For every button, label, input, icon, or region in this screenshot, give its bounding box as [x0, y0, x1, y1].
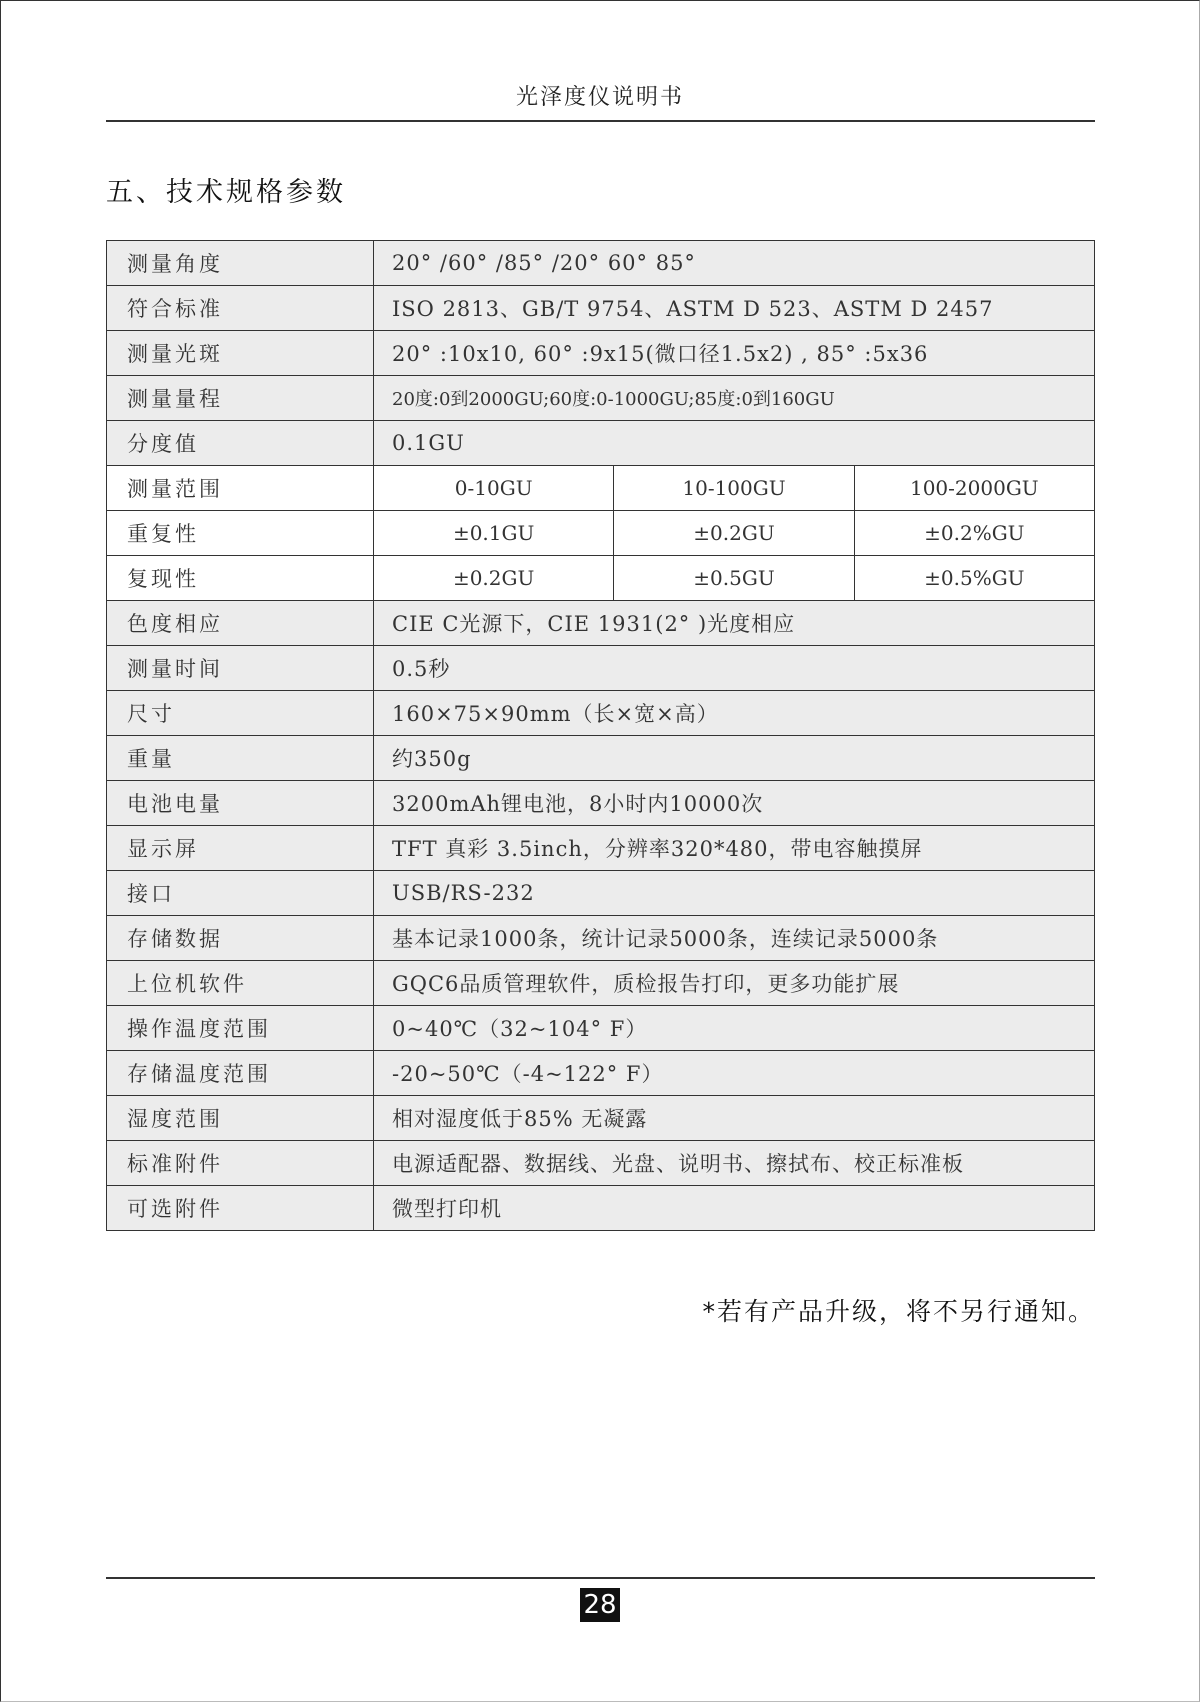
- section-title: 五、技术规格参数: [106, 177, 346, 208]
- table-row: [107, 1006, 1095, 1051]
- row-label: 存储温度范围: [107, 1051, 374, 1096]
- row-label: 色度相应: [107, 601, 374, 646]
- row-value: USB/RS-232: [374, 871, 1095, 916]
- reproducibility-cell: ±0.5%GU: [854, 556, 1094, 601]
- header-rule: [106, 120, 1095, 122]
- accuracy-row-reproducibility: [107, 556, 1095, 601]
- row-value: 20度:0到2000GU;60度:0-1000GU;85度:0到160GU: [374, 376, 1095, 421]
- table-row: [107, 871, 1095, 916]
- row-value: CIE C光源下，CIE 1931(2° )光度相应: [374, 601, 1095, 646]
- row-value: -20~50℃（-4~122° F）: [374, 1051, 1095, 1096]
- range-cell: 100-2000GU: [854, 466, 1094, 511]
- row-label: 尺寸: [107, 691, 374, 736]
- row-value: 0~40℃（32~104° F）: [374, 1006, 1095, 1051]
- row-label: 电池电量: [107, 781, 374, 826]
- row-value: 3200mAh锂电池，8小时内10000次: [374, 781, 1095, 826]
- table-row: [107, 736, 1095, 781]
- row-label: 分度值: [107, 421, 374, 466]
- range-cell: 10-100GU: [614, 466, 854, 511]
- row-label: 测量量程: [107, 376, 374, 421]
- row-value: 相对湿度低于85% 无凝露: [374, 1096, 1095, 1141]
- table-row: [107, 331, 1095, 376]
- table-row: [107, 781, 1095, 826]
- row-label: 存储数据: [107, 916, 374, 961]
- row-label: 测量角度: [107, 241, 374, 286]
- row-label: 接口: [107, 871, 374, 916]
- table-row: [107, 376, 1095, 421]
- row-value: TFT 真彩 3.5inch，分辨率320*480，带电容触摸屏: [374, 826, 1095, 871]
- accuracy-row-repeatability: [107, 511, 1095, 556]
- row-value: 0.5秒: [374, 646, 1095, 691]
- reproducibility-cell: ±0.2GU: [374, 556, 614, 601]
- row-value: GQC6品质管理软件，质检报告打印，更多功能扩展: [374, 961, 1095, 1006]
- table-row: [107, 601, 1095, 646]
- table-row: [107, 826, 1095, 871]
- row-value: 160×75×90mm（长×宽×高）: [374, 691, 1095, 736]
- row-value: ISO 2813、GB/T 9754、ASTM D 523、ASTM D 2457: [374, 286, 1095, 331]
- row-value: 0.1GU: [374, 421, 1095, 466]
- upgrade-notice: *若有产品升级，将不另行通知。: [702, 1297, 1095, 1326]
- page-number: 28: [580, 1588, 620, 1622]
- table-row: [107, 286, 1095, 331]
- row-label: 重复性: [107, 511, 374, 556]
- row-label: 重量: [107, 736, 374, 781]
- row-label: 上位机软件: [107, 961, 374, 1006]
- repeatability-cell: ±0.1GU: [374, 511, 614, 556]
- table-row: [107, 1186, 1095, 1231]
- reproducibility-cell: ±0.5GU: [614, 556, 854, 601]
- row-label: 符合标准: [107, 286, 374, 331]
- row-value: 约350g: [374, 736, 1095, 781]
- table-row: [107, 691, 1095, 736]
- row-value: 20° /60° /85° /20° 60° 85°: [374, 241, 1095, 286]
- footer-rule: [106, 1577, 1095, 1579]
- row-label: 可选附件: [107, 1186, 374, 1231]
- row-label: 测量光斑: [107, 331, 374, 376]
- table-row: [107, 1051, 1095, 1096]
- row-label: 湿度范围: [107, 1096, 374, 1141]
- table-row: [107, 646, 1095, 691]
- table-row: [107, 916, 1095, 961]
- repeatability-cell: ±0.2%GU: [854, 511, 1094, 556]
- row-value: 微型打印机: [374, 1186, 1095, 1231]
- accuracy-row-range: [107, 466, 1095, 511]
- row-label: 复现性: [107, 556, 374, 601]
- table-row: [107, 961, 1095, 1006]
- row-label: 操作温度范围: [107, 1006, 374, 1051]
- row-value: 20° :10x10, 60° :9x15(微口径1.5x2) , 85° :5x36: [374, 331, 1095, 376]
- row-value: 基本记录1000条，统计记录5000条，连续记录5000条: [374, 916, 1095, 961]
- table-row: [107, 1141, 1095, 1186]
- spec-table: [106, 240, 1095, 1231]
- row-label: 测量范围: [107, 466, 374, 511]
- row-label: 测量时间: [107, 646, 374, 691]
- running-header: 光泽度仪说明书: [515, 85, 684, 110]
- repeatability-cell: ±0.2GU: [614, 511, 854, 556]
- table-row: [107, 241, 1095, 286]
- row-label: 显示屏: [107, 826, 374, 871]
- table-row: [107, 421, 1095, 466]
- range-cell: 0-10GU: [374, 466, 614, 511]
- row-label: 标准附件: [107, 1141, 374, 1186]
- table-row: [107, 1096, 1095, 1141]
- row-value: 电源适配器、数据线、光盘、说明书、擦拭布、校正标准板: [374, 1141, 1095, 1186]
